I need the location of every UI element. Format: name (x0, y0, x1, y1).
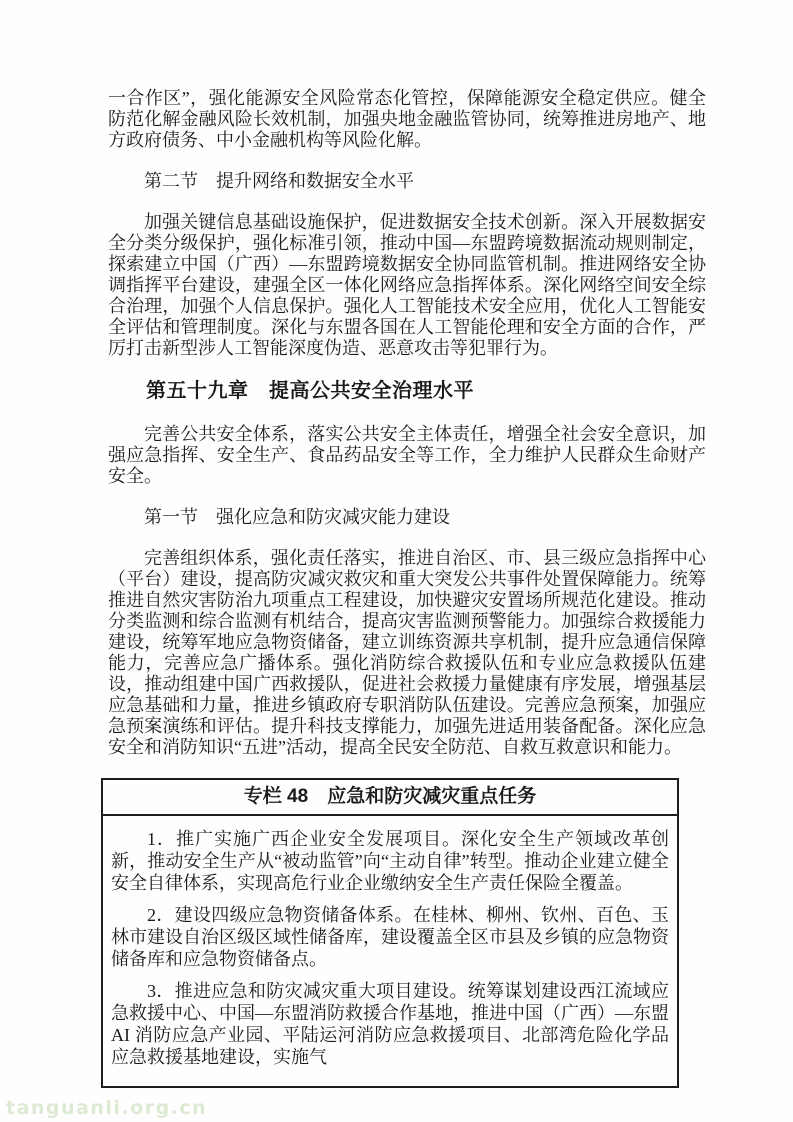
paragraph-public-safety-intro: 完善公共安全体系，落实公共安全主体责任，增强全社会安全意识，加强应急指挥、安全生产、食品药品安全等工作，全力维护人民群众生命财产安全。 (108, 424, 706, 486)
site-watermark: tanguanli.org.cn (6, 1097, 208, 1119)
section-heading-emergency-capacity: 第一节 强化应急和防灾减灾能力建设 (144, 507, 450, 527)
special-column-48-title: 专栏 48 应急和防灾减灾重点任务 (103, 780, 677, 816)
box-item-material-reserve: 2．建设四级应急物资储备体系。在桂林、柳州、钦州、百色、玉林市建设自治区级区域性储备库，建设覆盖全区市县及乡镇的应急物资储备库和应急物资储备点。 (111, 905, 669, 969)
box-item-major-projects: 3．推进应急和防灾减灾重大项目建设。统筹谋划建设西江流域应急救援中心、中国—东盟消防救援合作基地，推进中国（广西）—东盟 AI 消防应急产业园、平陆运河消防应急救援项目、北部湾危险化学品应急救援基地建设，实施气 (111, 981, 669, 1067)
paragraph-financial-risk-continuation: 一合作区”，强化能源安全风险常态化管控，保障能源安全稳定供应。健全防范化解金融风险长效机制，加强央地金融监管协同，统筹推进房地产、地方政府债务、中小金融机构等风险化解。 (108, 88, 706, 150)
paragraph-network-data-security: 加强关键信息基础设施保护，促进数据安全技术创新。深入开展数据安全分类分级保护，强化标准引领，推动中国—东盟跨境数据流动规则制定，探索建立中国（广西）—东盟跨境数据安全协同监管机制。推进网络安全协调指挥平台建设，建强全区一体化网络应急指挥体系。深化网络空间安全综合治理，加强个人信息保护。强化人工智能技术安全应用，优化人工智能安全评估和管理制度。深化与东盟各国在人工智能伦理和安全方面的合作，严厉打击新型涉人工智能深度伪造、恶意攻击等犯罪行为。 (108, 212, 706, 358)
paragraph-emergency-capacity: 完善组织体系，强化责任落实，推进自治区、市、县三级应急指挥中心（平台）建设，提高防灾减灾救灾和重大突发公共事件处置保障能力。统筹推进自然灾害防治九项重点工程建设，加快避灾安置场所规范化建设。推动分类监测和综合监测有机结合，提高灾害监测预警能力。加强综合救援能力建设，统筹军地应急物资储备，建立训练资源共享机制，提升应急通信保障能力，完善应急广播体系。强化消防综合救援队伍和专业应急救援队伍建设，推动组建中国广西救援队，促进社会救援力量健康有序发展，增强基层应急基础和力量，推进乡镇政府专职消防队伍建设。完善应急预案，加强应急预案演练和评估。提升科技支撑能力，加强先进适用装备配备。深化应急安全和消防知识“五进”活动，提高全民安全防范、自救互救意识和能力。 (108, 548, 706, 757)
box-item-enterprise-safety: 1．推广实施广西企业安全发展项目。深化安全生产领域改革创新，推动安全生产从“被动监管”向“主动自律”转型。推动企业建立健全安全自律体系，实现高危行业企业缴纳安全生产责任保险全覆盖。 (111, 829, 669, 893)
document-content (108, 88, 706, 1088)
special-column-48-body (103, 816, 677, 1086)
section-heading-network-data-security: 第二节 提升网络和数据安全水平 (144, 171, 414, 191)
special-column-48-box (101, 778, 679, 1088)
chapter-heading-public-safety: 第五十九章 提高公共安全治理水平 (146, 380, 474, 402)
